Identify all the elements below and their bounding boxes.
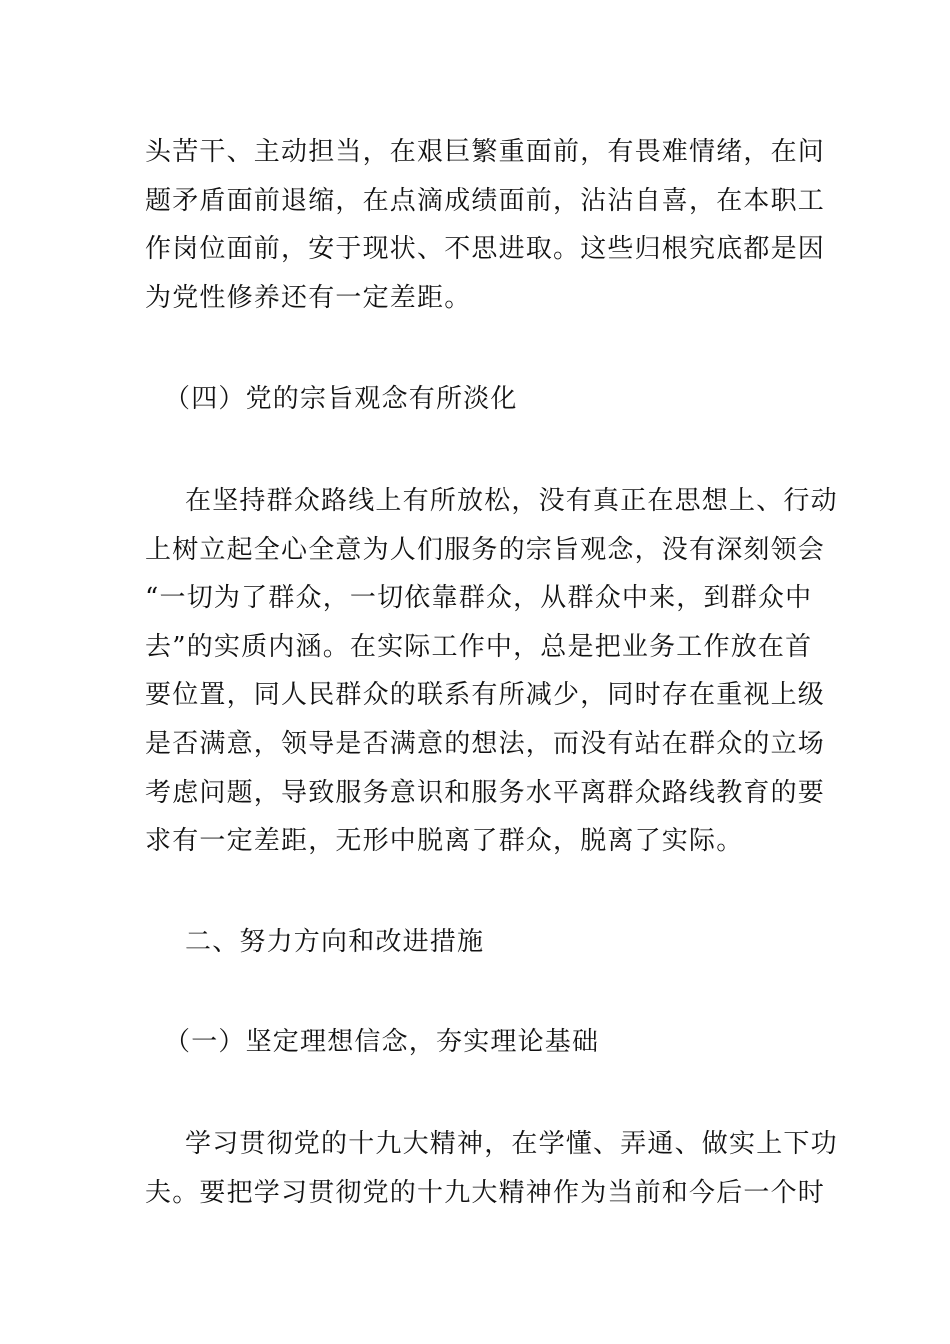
text-line: 上树立起全心全意为人们服务的宗旨观念，没有深刻领会	[145, 534, 826, 565]
text-line: 是否满意，领导是否满意的想法，而没有站在群众的立场	[145, 728, 826, 759]
text-line: 求有一定差距，无形中脱离了群众，脱离了实际。	[145, 826, 744, 857]
section-heading-2-1: （一）坚定理想信念，夯实理论基础	[164, 1027, 600, 1057]
text-line: 作岗位面前，安于现状、不思进取。这些归根究底都是因	[145, 234, 826, 265]
text-line: 题矛盾面前退缩，在点滴成绩面前，沾沾自喜，在本职工	[145, 185, 826, 216]
text-line: “一切为了群众，一切依靠群众，从群众中来，到群众中	[145, 583, 813, 614]
text-line: 去”的实质内涵。在实际工作中，总是把业务工作放在首	[145, 631, 813, 662]
paragraph-mass-line	[145, 477, 838, 866]
paragraph-study	[145, 1120, 838, 1217]
text-line: 为党性修养还有一定差距。	[145, 282, 472, 313]
text-line: 头苦干、主动担当，在艰巨繁重面前，有畏难情绪，在问	[145, 137, 826, 167]
text-line: 夫。要把学习贯彻党的十九大精神作为当前和今后一个时	[145, 1177, 826, 1208]
text-line: 要位置，同人民群众的联系有所减少，同时存在重视上级	[145, 680, 826, 711]
text-line: 考虑问题，导致服务意识和服务水平离群众路线教育的要	[145, 777, 826, 808]
text-line: 在坚持群众路线上有所放松，没有真正在思想上、行动	[185, 486, 838, 516]
section-heading-4: （四）党的宗旨观念有所淡化	[164, 384, 518, 414]
paragraph-party-spirit	[145, 128, 826, 322]
text-line: 学习贯彻党的十九大精神，在学懂、弄通、做实上下功	[185, 1129, 838, 1159]
section-heading-2: 二、努力方向和改进措施	[185, 927, 485, 957]
